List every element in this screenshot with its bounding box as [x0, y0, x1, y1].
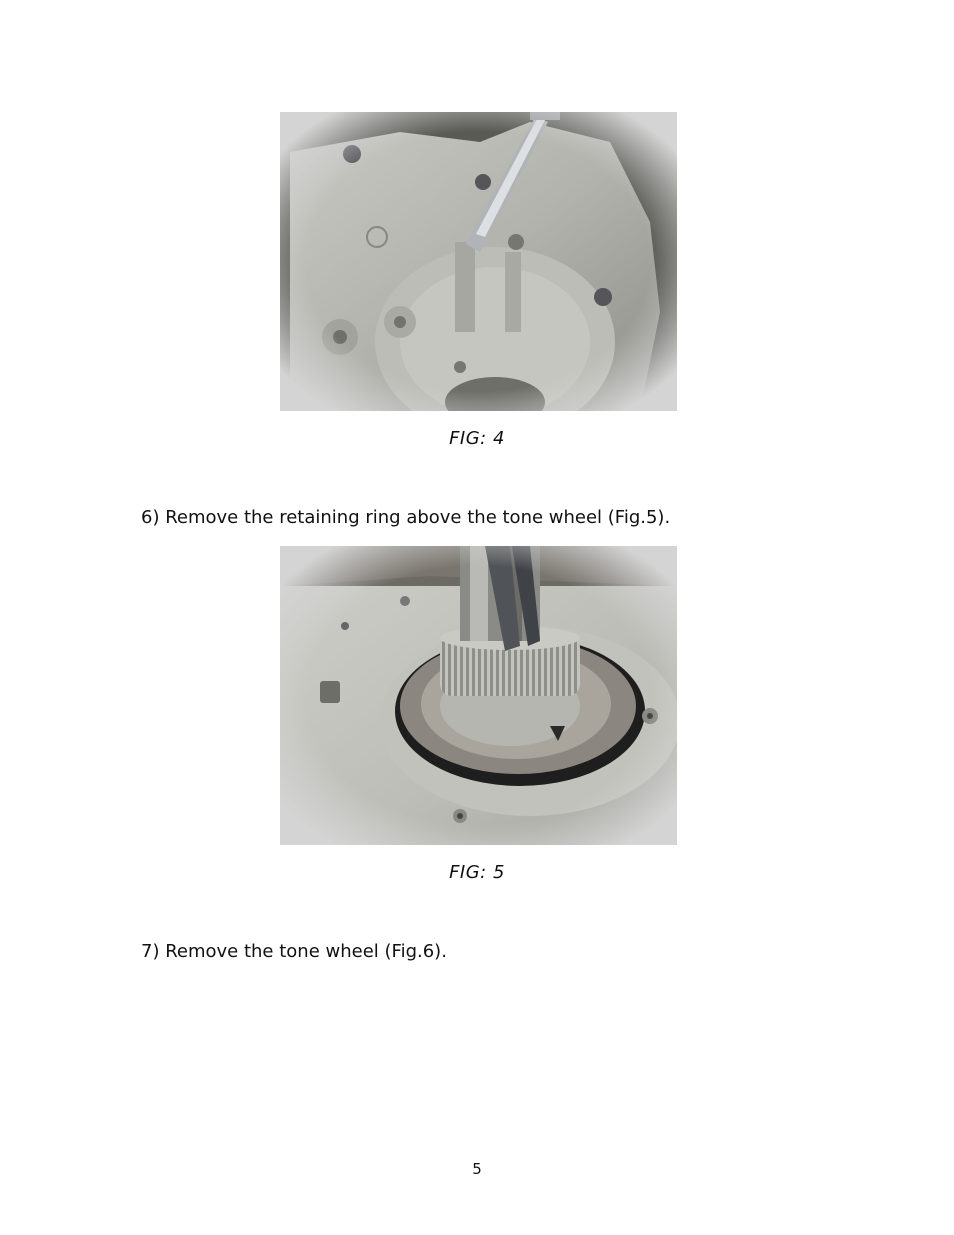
- page-number: 5: [472, 1160, 482, 1178]
- step-6-text: 6) Remove the retaining ring above the tone wheel (Fig.5).: [141, 507, 671, 528]
- figure-4-caption: FIG: 4: [449, 428, 505, 449]
- figure-5-caption: FIG: 5: [449, 862, 505, 883]
- step-7-text: 7) Remove the tone wheel (Fig.6).: [141, 941, 447, 962]
- figure-4-photo: [280, 112, 677, 411]
- figure-5-photo: [280, 546, 677, 845]
